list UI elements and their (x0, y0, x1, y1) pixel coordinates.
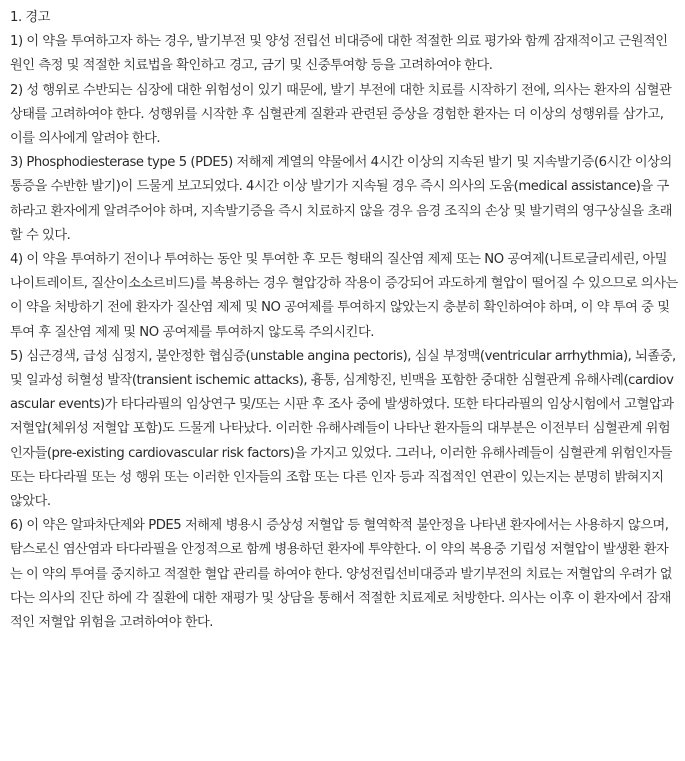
warning-paragraph-1: 1) 이 약을 투여하고자 하는 경우, 발기부전 및 양성 전립선 비대증에 대한 적절한 의료 평가와 함께 잠재적이고 근원적인 원인 측정 및 적절한 치료법을 확인하고 경고, 금기 및 신중투여항 등을 고려하여야 한다. (10, 34, 668, 74)
warning-paragraph-4: 4) 이 약을 투여하기 전이나 투여하는 동안 및 투여한 후 모든 형태의 질산염 제제 또는 NO 공여제(니트로글리세린, 아밀나이트레이트, 질산이소소르비드)를 복용하는 경우 혈압강하 작용이 증강되어 과도하게 혈압이 떨어질 수 있으므로 의사는 이 약을 처방하기 전에 환자가 질산염 제제 및 NO 공여제를 투여하지 않았는지 충분히 확인하여야 하며, 이 약 투여 중 및 투여 후 질산염 제제 및 NO 공여제를 투여하지 않도록 주의시킨다. (10, 252, 678, 340)
section-heading: 1. 경고 (10, 10, 51, 25)
warning-paragraph-3: 3) Phosphodiesterase type 5 (PDE5) 저해제 계열의 약물에서 4시간 이상의 지속된 발기 및 지속발기증(6시간 이상의 통증을 수반한 발기)이 드물게 보고되었다. 4시간 이상 발기가 지속될 경우 즉시 의사의 도움(medical assistance)을 구하라고 환자에게 알려주어야 하며, 지속발기증을 즉시 치료하지 않을 경우 음경 조직의 손상 및 발기력의 영구상실을 초래할 수 있다. (10, 155, 673, 243)
warning-paragraph-5: 5) 심근경색, 급성 심정지, 불안정한 협심증(unstable angina pectoris), 심실 부정맥(ventricular arrhythmia), 뇌졸중, 및 일과성 허혈성 발작(transient ischemic attacks), 흉통, 심계항진, 빈맥을 포함한 중대한 심혈관계 유해사례(cardiovascular events)가 타다라필의 임상연구 및/또는 시판 후 조사 중에 발생하였다. 또한 타다라필의 임상시험에서 고혈압과 저혈압(체위성 저혈압 포함)도 드물게 나타났다. 이러한 유해사례들이 나타난 환자들의 대부분은 이전부터 심혈관계 위험인자들(pre-existing cardiovascular risk factors)을 가지고 있었다. 그러나, 이러한 유해사례들이 심혈관계 위험인자들 또는 타다라필 또는 성 행위 또는 이러한 인자들의 조합 또는 다른 인자 등과 직접적인 연관이 있는지는 분명히 밝혀지지 않았다. (10, 348, 676, 510)
warning-paragraph-2: 2) 성 행위로 수반되는 심장에 대한 위험성이 있기 때문에, 발기 부전에 대한 치료를 시작하기 전에, 의사는 환자의 심혈관 상태를 고려하여야 한다. 성행위를 시작한 후 심혈관계 질환과 관련된 증상을 경험한 환자는 더 이상의 성행위를 삼가고, 이를 의사에게 알려야 한다. (10, 82, 672, 147)
warning-paragraph-6: 6) 이 약은 알파차단제와 PDE5 저해제 병용시 증상성 저혈압 등 혈역학적 불안정을 나타낸 환자에서는 사용하지 않으며, 탐스로신 염산염과 타다라필을 안정적으로 함께 병용하던 환자에 투약한다. 이 약의 복용중 기립성 저혈압이 발생환 환자는 이 약의 투여를 중지하고 적절한 혈압 관리를 하여야 한다. 양성전립선비대증과 발기부전의 치료는 저혈압의 우려가 없다는 의사의 진단 하에 각 질환에 대한 재평가 및 상담을 통해서 적절한 치료제로 처방한다. 의사는 이후 이 환자에서 잠재적인 저혈압 위험을 고려하여야 한다. (10, 518, 673, 631)
